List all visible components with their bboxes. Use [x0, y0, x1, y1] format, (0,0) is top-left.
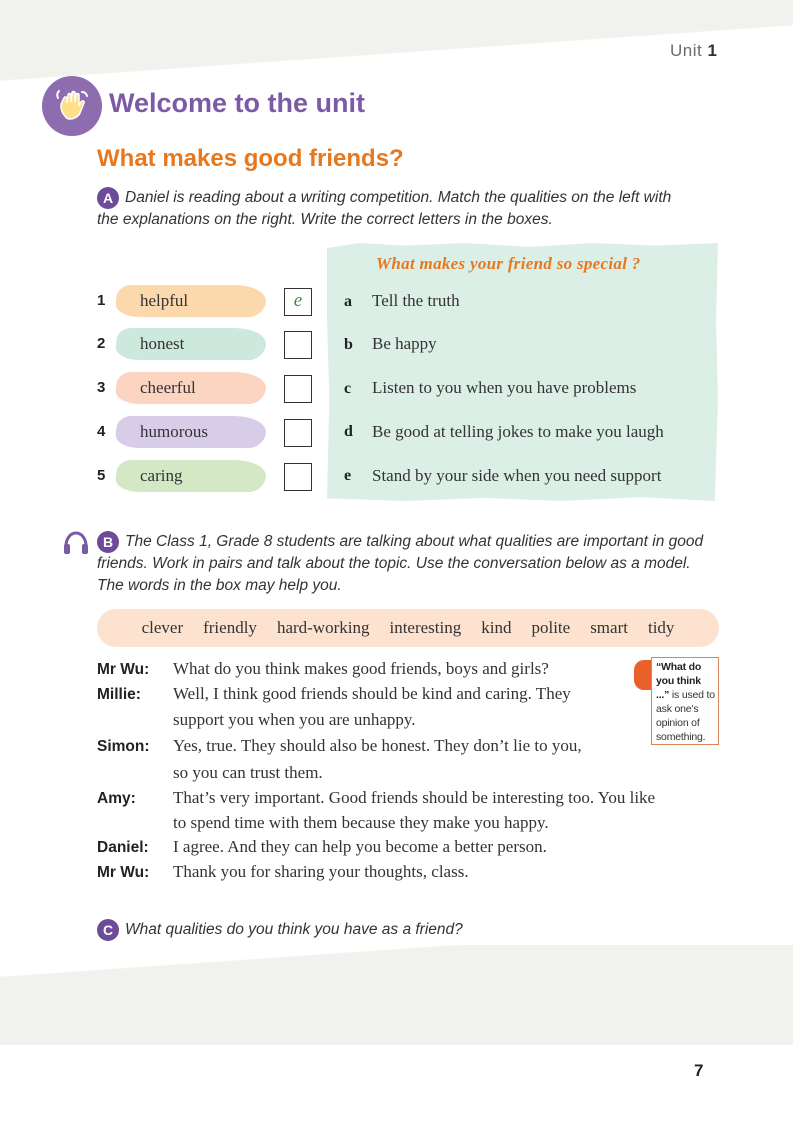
speech-line: support you when you are unhappy.	[173, 710, 416, 729]
quality-highlight	[114, 285, 267, 317]
quality-word: humorous	[140, 422, 208, 441]
page-number: 7	[694, 1061, 704, 1080]
explanations-card	[327, 243, 718, 501]
word-item: polite	[531, 618, 571, 637]
quality-word: honest	[140, 334, 185, 353]
welcome-title: Welcome to the unit	[109, 88, 366, 118]
speech-line: Thank you for sharing your thoughts, class.	[173, 862, 469, 881]
section-title: What makes good friends?	[97, 145, 404, 172]
part-b-instruction-line1: The Class 1, Grade 8 students are talking about what qualities are important in good	[125, 533, 704, 551]
quality-number: 1	[97, 292, 106, 309]
waving-hand-icon	[42, 76, 102, 136]
part-c-label: C	[97, 919, 119, 941]
headphones-icon[interactable]	[62, 530, 90, 556]
word-box	[97, 609, 719, 647]
unit-number: 1	[707, 41, 718, 60]
explanation-letter: a	[344, 293, 352, 310]
speech-line: to spend time with them because they make you happy.	[173, 813, 549, 832]
speaker-name: Amy:	[97, 790, 136, 807]
answer-box[interactable]	[284, 463, 312, 491]
quality-word: helpful	[140, 291, 189, 310]
speaker-name: Mr Wu:	[97, 661, 150, 678]
quality-highlight	[114, 460, 267, 492]
unit-prefix: Unit	[670, 41, 703, 60]
word-item: clever	[141, 618, 184, 637]
speaker-name: Simon:	[97, 738, 150, 755]
explanation-letter: d	[344, 423, 353, 440]
tip-text: is used to ask one’s opinion of something.	[656, 689, 715, 743]
part-b-instruction	[97, 531, 737, 597]
quality-number: 3	[97, 379, 106, 396]
answer-box[interactable]: e	[284, 288, 312, 316]
part-c-question	[97, 919, 737, 941]
quality-word: cheerful	[140, 378, 196, 397]
word-item: friendly	[203, 618, 257, 637]
speech-line: That’s very important. Good friends should be interesting too. You like	[173, 788, 656, 807]
quality-number: 5	[97, 467, 106, 484]
speech-line: Yes, true. They should also be honest. They don’t lie to you,	[173, 736, 582, 755]
quality-highlight	[114, 328, 267, 360]
word-item: hard-working	[276, 618, 370, 637]
explanation-letter: b	[344, 336, 353, 353]
page-bottom-band	[0, 945, 793, 1045]
explanation-text: Stand by your side when you need support	[372, 466, 662, 485]
speaker-name: Mr Wu:	[97, 864, 150, 881]
word-item: kind	[481, 618, 512, 637]
explanation-text: Be good at telling jokes to make you laugh	[372, 422, 664, 441]
speaker-name: Millie:	[97, 686, 141, 703]
explanation-letter: c	[344, 380, 352, 397]
explanation-letter: e	[344, 467, 352, 484]
speaker-name: Daniel:	[97, 839, 149, 856]
word-item: interesting	[389, 618, 462, 637]
speech-line: so you can trust them.	[173, 763, 323, 782]
word-item: smart	[590, 618, 628, 637]
part-a-instruction	[97, 187, 737, 231]
quality-word: caring	[140, 466, 183, 485]
quality-number: 2	[97, 335, 106, 352]
part-b-instruction-line3: The words in the box may help you.	[97, 577, 342, 595]
tip-box	[651, 657, 719, 745]
part-b-label: B	[97, 531, 119, 553]
speech-line: I agree. And they can help you become a better person.	[173, 837, 547, 856]
answer-box[interactable]	[284, 419, 312, 447]
speech-line: What do you think makes good friends, boys and girls?	[173, 659, 549, 678]
answer-box[interactable]	[284, 375, 312, 403]
tip-bold: “What do you think ...”	[656, 661, 702, 701]
quality-number: 4	[97, 423, 106, 440]
unit-label	[670, 41, 717, 61]
explanation-text: Tell the truth	[372, 291, 460, 310]
card-title: What makes your friend so special ?	[376, 254, 641, 273]
part-b-instruction-line2: friends. Work in pairs and talk about the topic. Use the conversation below as a model.	[97, 555, 691, 573]
part-a-label: A	[97, 187, 119, 209]
part-c-question-text: What qualities do you think you have as a friend?	[125, 921, 463, 939]
explanation-text: Listen to you when you have problems	[372, 378, 637, 397]
answer-box[interactable]	[284, 331, 312, 359]
speech-line: Well, I think good friends should be kind and caring. They	[173, 684, 571, 703]
part-a-instruction-line2: the explanations on the right. Write the correct letters in the boxes.	[97, 211, 553, 229]
explanation-text: Be happy	[372, 334, 437, 353]
word-item: tidy	[647, 618, 675, 637]
part-a-instruction-line1: Daniel is reading about a writing competition. Match the qualities on the left with	[125, 189, 672, 207]
